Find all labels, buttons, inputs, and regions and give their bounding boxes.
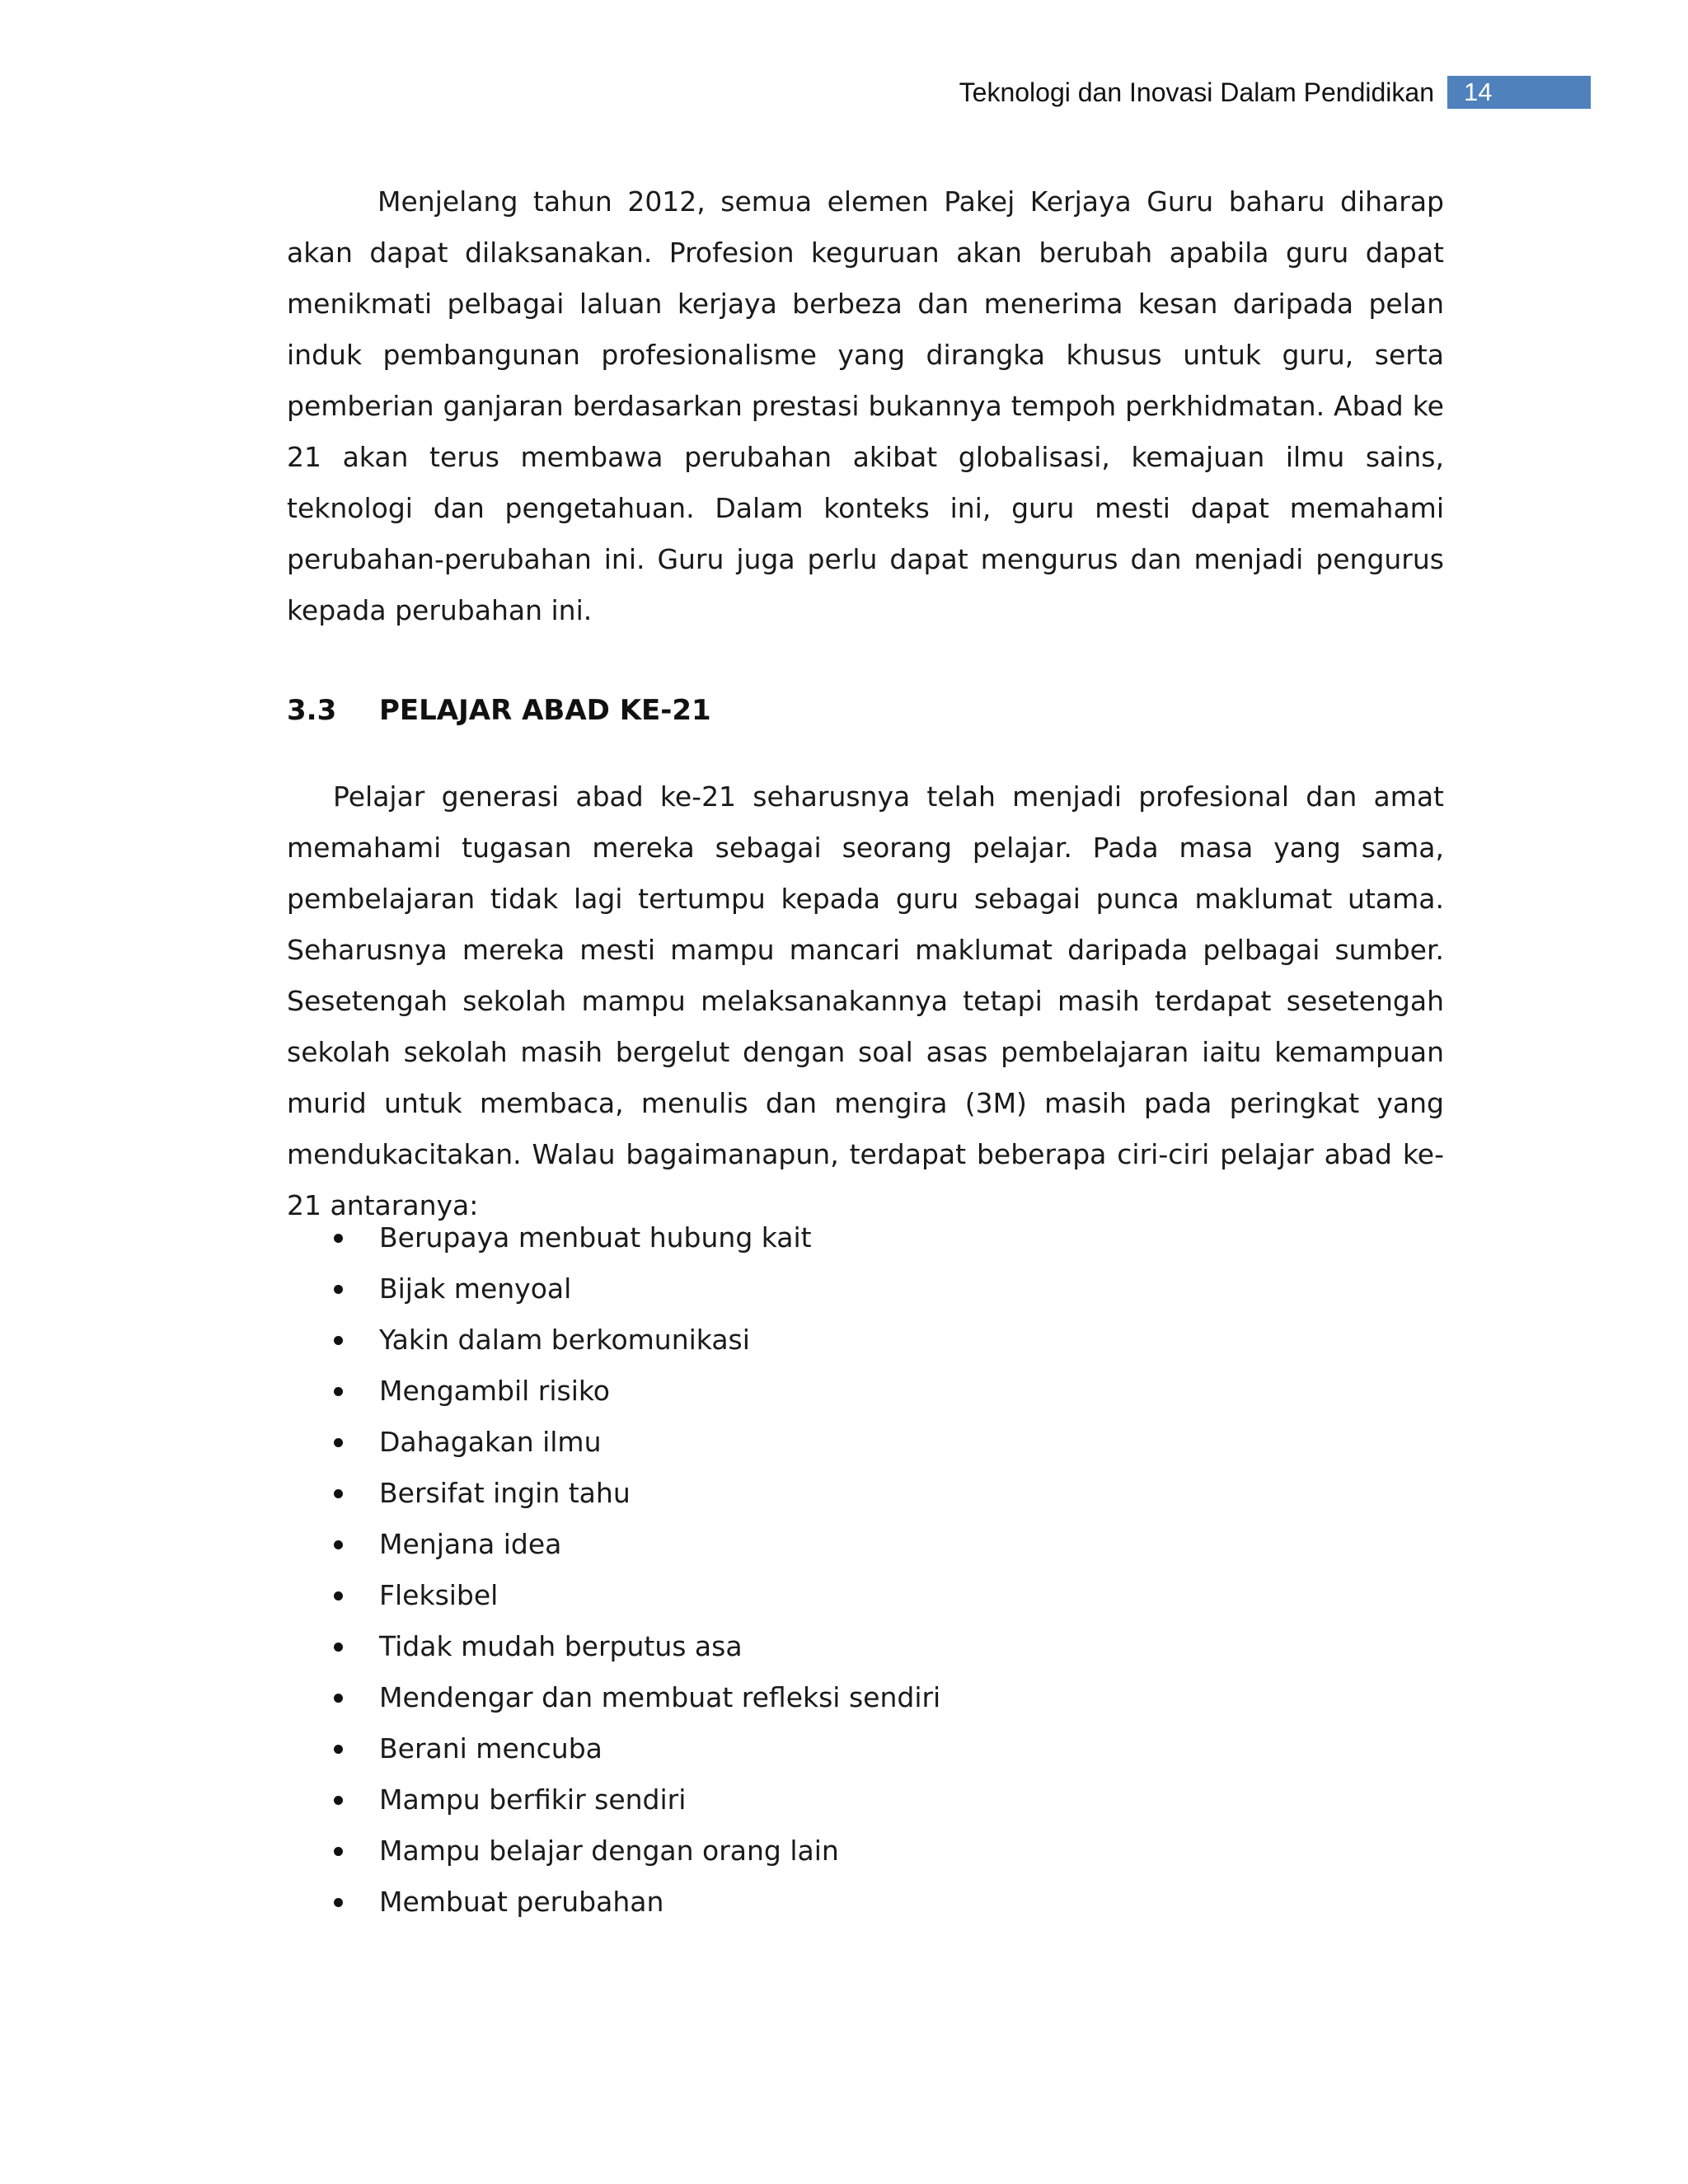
list-item [287,1519,940,1570]
list-item [287,1877,940,1928]
bullet-icon [334,1387,343,1396]
list-item-text: Yakin dalam berkomunikasi [379,1324,750,1356]
list-item [287,1366,940,1417]
list-item [287,1468,940,1519]
list-item-text: Berupaya menbuat hubung kait [379,1221,812,1254]
list-item [287,1263,940,1315]
list-item [287,1774,940,1825]
bullet-icon [334,1591,343,1601]
bullet-icon [334,1796,343,1805]
bullet-icon [334,1438,343,1447]
list-item-text: Mendengar dan membuat refleksi sendiri [379,1681,941,1713]
bullet-icon [334,1336,343,1345]
list-item-text: Menjana idea [379,1528,562,1560]
bullet-icon [334,1745,343,1754]
list-item-text: Mampu belajar dengan orang lain [379,1835,839,1867]
list-item-text: Bijak menyoal [379,1272,572,1305]
bullet-icon [334,1898,343,1907]
page-number: 14 [1464,77,1493,106]
bullet-icon [334,1847,343,1856]
list-item-text: Berani mencuba [379,1732,603,1765]
body-paragraph-1: Menjelang tahun 2012, semua elemen Pakej Kerjaya Guru baharu diharap akan dapat dilaksanakan. Profesion keguruan akan berubah apabila guru dapat menikmati pelbagai laluan kerjaya berbeza dan menerima kesan daripada pelan induk pembangunan profesionalisme yang dirangka khusus untuk guru, serta pemberian ganjaran berdasarkan prestasi bukannya tempoh perkhidmatan. Abad ke 21 akan terus membawa perubahan akibat globalisasi, kemajuan ilmu sains, teknologi dan pengetahuan. Dalam konteks ini, guru mesti dapat memahami perubahan-perubahan ini. Guru juga perlu dapat mengurus dan menjadi pengurus kepada perubahan ini. [287,185,1444,626]
list-item-text: Mengambil risiko [379,1375,611,1407]
list-item-text: Membuat perubahan [379,1886,664,1918]
bullet-icon [334,1489,343,1498]
list-item [287,1672,940,1723]
section-heading [287,686,711,735]
list-item-text: Mampu berfikir sendiri [379,1783,687,1816]
section-number: 3.3 [287,694,337,727]
list-item [287,1417,940,1468]
bullet-icon [334,1234,343,1243]
list-item [287,1825,940,1877]
list-item-text: Fleksibel [379,1579,499,1611]
paragraph-block-1 [287,176,1444,636]
bullet-icon [334,1285,343,1294]
bullet-icon [334,1694,343,1703]
list-item [287,1315,940,1366]
page-number-badge [1447,76,1591,109]
list-item-text: Tidak mudah berputus asa [379,1630,743,1662]
list-item [287,1570,940,1621]
section-title: PELAJAR ABAD KE-21 [379,694,711,727]
list-item-text: Dahagakan ilmu [379,1426,602,1458]
body-paragraph-2: Pelajar generasi abad ke-21 seharusnya telah menjadi profesional dan amat memahami tugasan mereka sebagai seorang pelajar. Pada masa yang sama, pembelajaran tidak lagi tertumpu kepada guru sebagai punca maklumat utama. Seharusnya mereka mesti mampu mancari maklumat daripada pelbagai sumber. Sesetengah sekolah mampu melaksanakannya tetapi masih terdapat sesetengah sekolah sekolah masih bergelut dengan soal asas pembelajaran iaitu kemampuan murid untuk membaca, menulis dan mengira (3M) masih pada peringkat yang mendukacitakan. Walau bagaimanapun, terdapat beberapa ciri-ciri pelajar abad ke-21 antaranya: [287,780,1444,1221]
list-item [287,1212,940,1263]
list-item [287,1723,940,1774]
list-item [287,1621,940,1672]
bullet-icon [334,1643,343,1652]
list-item-text: Bersifat ingin tahu [379,1477,631,1509]
running-header-title: Teknologi dan Inovasi Dalam Pendidikan [959,77,1434,107]
bullet-icon [334,1540,343,1549]
paragraph-block-2 [287,771,1444,1231]
bullet-list [287,1212,940,1928]
